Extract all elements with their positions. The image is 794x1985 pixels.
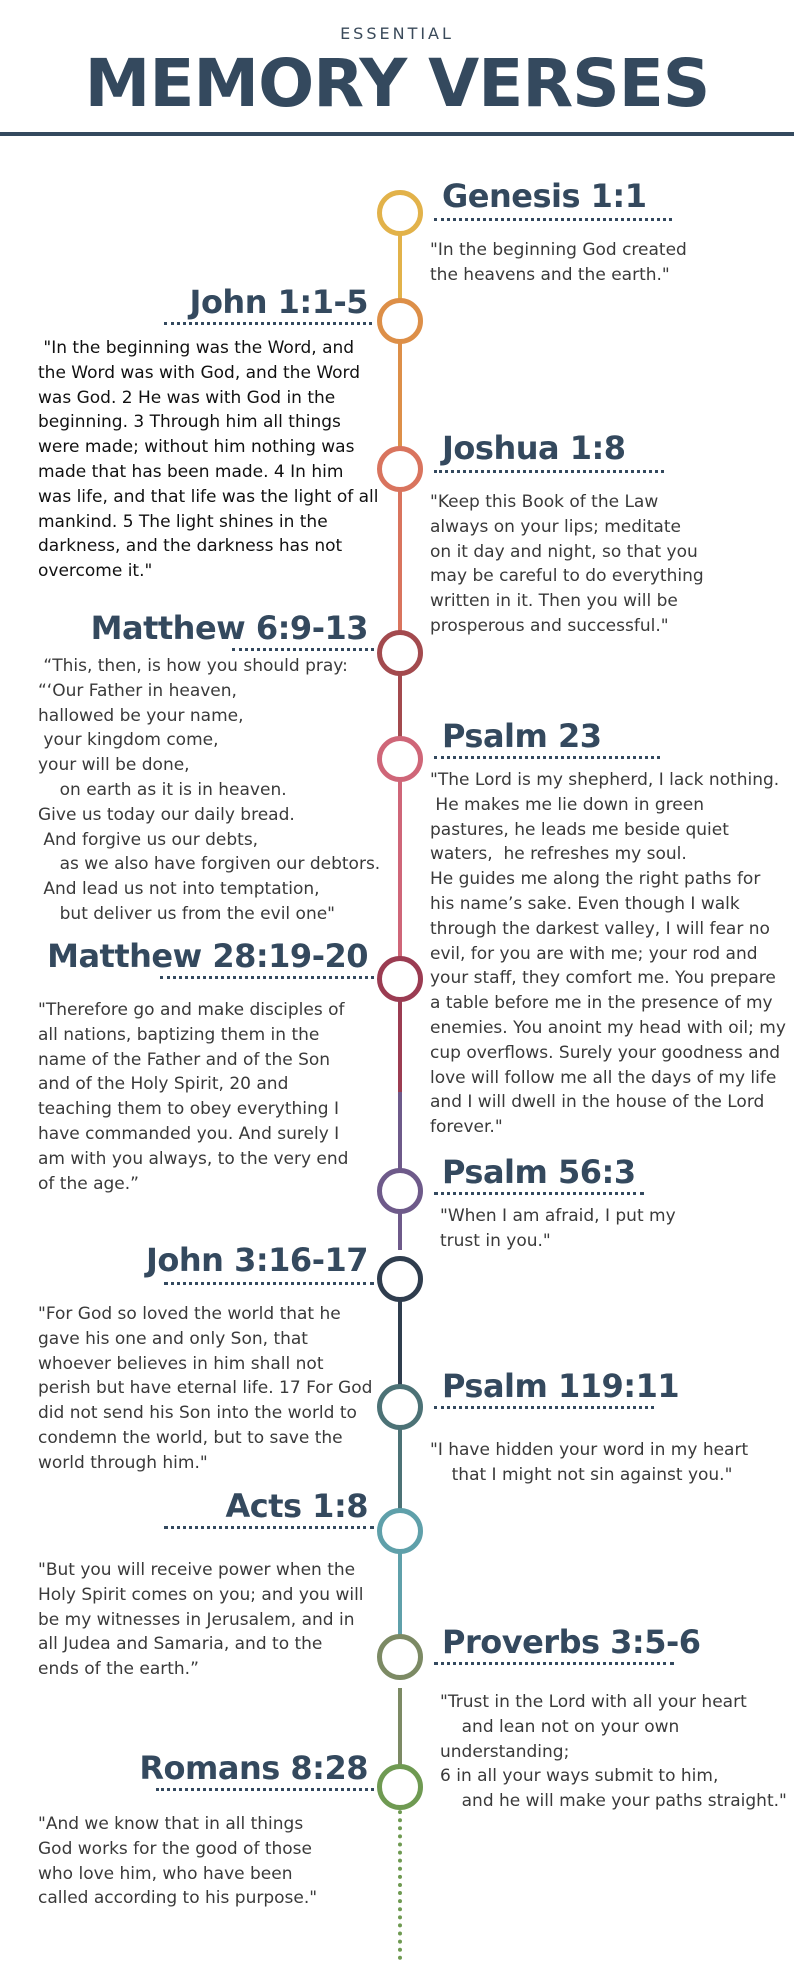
verse-heading-joshua: Joshua 1:8 [442, 429, 626, 467]
verse-text-acts: "But you will receive power when the Holy Spirit comes on you; and you will be my witnesses in Jerusalem, and in all Judea and Samaria, and to the ends of the earth.” [38, 1560, 364, 1680]
verse-text-romans: "And we know that in all things God works for the good of those who love him, who have been called according to his purpose." [38, 1814, 318, 1909]
heading-leader [164, 1526, 374, 1529]
eyebrow-label: ESSENTIAL [340, 24, 454, 43]
verse-heading-john1: John 1:1-5 [189, 283, 368, 321]
verse-heading-psalm119: Psalm 119:11 [442, 1367, 680, 1405]
verse-text-john1: "In the beginning was the Word, and the Word was with God, and the Word was God. 2 He was with God in the beginning. 3 Through him all things were made; without him nothing was made that has been made. 4 In him was life, and that life was the light of all mankind. 5 The light shines in the darkness, and the darkness has not overcome it." [38, 338, 379, 582]
title-underline [0, 132, 794, 136]
verse-heading-matthew6: Matthew 6:9-13 [90, 609, 368, 647]
verse-text-psalm56: "When I am afraid, I put my trust in you." [440, 1206, 676, 1251]
timeline-node-genesis [377, 190, 423, 236]
verse-heading-acts: Acts 1:8 [225, 1487, 368, 1525]
heading-leader [434, 470, 664, 473]
timeline-node-acts [377, 1508, 423, 1554]
heading-leader [434, 756, 660, 759]
heading-leader [434, 1192, 644, 1195]
heading-leader [434, 1662, 674, 1665]
verse-heading-psalm56: Psalm 56:3 [442, 1153, 636, 1191]
timeline-node-john3 [377, 1256, 423, 1302]
heading-leader [164, 322, 372, 325]
heading-leader [156, 1788, 374, 1791]
verse-text-proverbs: "Trust in the Lord with all your heart and lean not on your own understanding; 6 in all your ways submit to him, and he will make your paths straight." [440, 1692, 787, 1812]
heading-leader [434, 1406, 654, 1409]
verse-heading-romans: Romans 8:28 [139, 1749, 368, 1787]
verse-text-genesis: "In the beginning God created the heavens and the earth." [430, 240, 687, 285]
verse-text-john3: "For God so loved the world that he gave his one and only Son, that whoever believes in him shall not perish but have eternal life. 17 For God did not send his Son into the world to condemn the world, but to save the world through him." [38, 1304, 373, 1473]
heading-leader [164, 1282, 374, 1285]
timeline-node-romans [377, 1764, 423, 1810]
heading-leader [232, 648, 374, 651]
verse-heading-proverbs: Proverbs 3:5-6 [442, 1623, 701, 1661]
verse-text-matthew6: “This, then, is how you should pray: “‘Our Father in heaven, hallowed be your name, your kingdom come, your will be done, on earth as it is in heaven. Give us today our daily bread. And forgive us our debts, as we also have forgiven our debtors. And lead us not into temptation, but deliver us from the evil one" [38, 656, 381, 924]
verse-heading-matthew28: Matthew 28:19-20 [47, 937, 368, 975]
page-title: MEMORY VERSES [84, 45, 710, 122]
verse-heading-psalm23: Psalm 23 [442, 717, 602, 755]
verse-heading-genesis: Genesis 1:1 [442, 177, 647, 215]
timeline-segment [398, 1688, 402, 1770]
timeline-node-matthew28 [377, 956, 423, 1002]
verse-heading-john3: John 3:16-17 [146, 1241, 368, 1279]
heading-leader [434, 218, 672, 221]
verse-text-matthew28: "Therefore go and make disciples of all nations, baptizing them in the name of the Father and of the Son and of the Holy Spirit, 20 and teaching them to obey everything I have commanded you. And surely I am with you always, to the very end of the age.” [38, 1000, 349, 1194]
verse-text-psalm23: "The Lord is my shepherd, I lack nothing. He makes me lie down in green pastures, he leads me beside quiet waters, he refreshes my soul. He guides me along the right paths for his name’s sake. Even though I walk through the darkest valley, I will fear no evil, for you are with me; your rod and your staff, they comfort me. You prepare a table before me in the presence of my enemies. You anoint my head with oil; my cup overflows. Surely your goodness and love will follow me all the days of my life and I will dwell in the house of the Lord forever." [430, 770, 786, 1138]
verse-text-psalm119: "I have hidden your word in my heart that I might not sin against you." [430, 1440, 749, 1485]
timeline-dotted-end [398, 1802, 402, 1960]
heading-leader [160, 976, 374, 979]
verse-text-joshua: "Keep this Book of the Law always on your lips; meditate on it day and night, so that you may be careful to do everything written in it. Then you will be prosperous and successful." [430, 492, 704, 636]
timeline-segment [398, 1420, 402, 1514]
timeline-segment [398, 1092, 402, 1172]
